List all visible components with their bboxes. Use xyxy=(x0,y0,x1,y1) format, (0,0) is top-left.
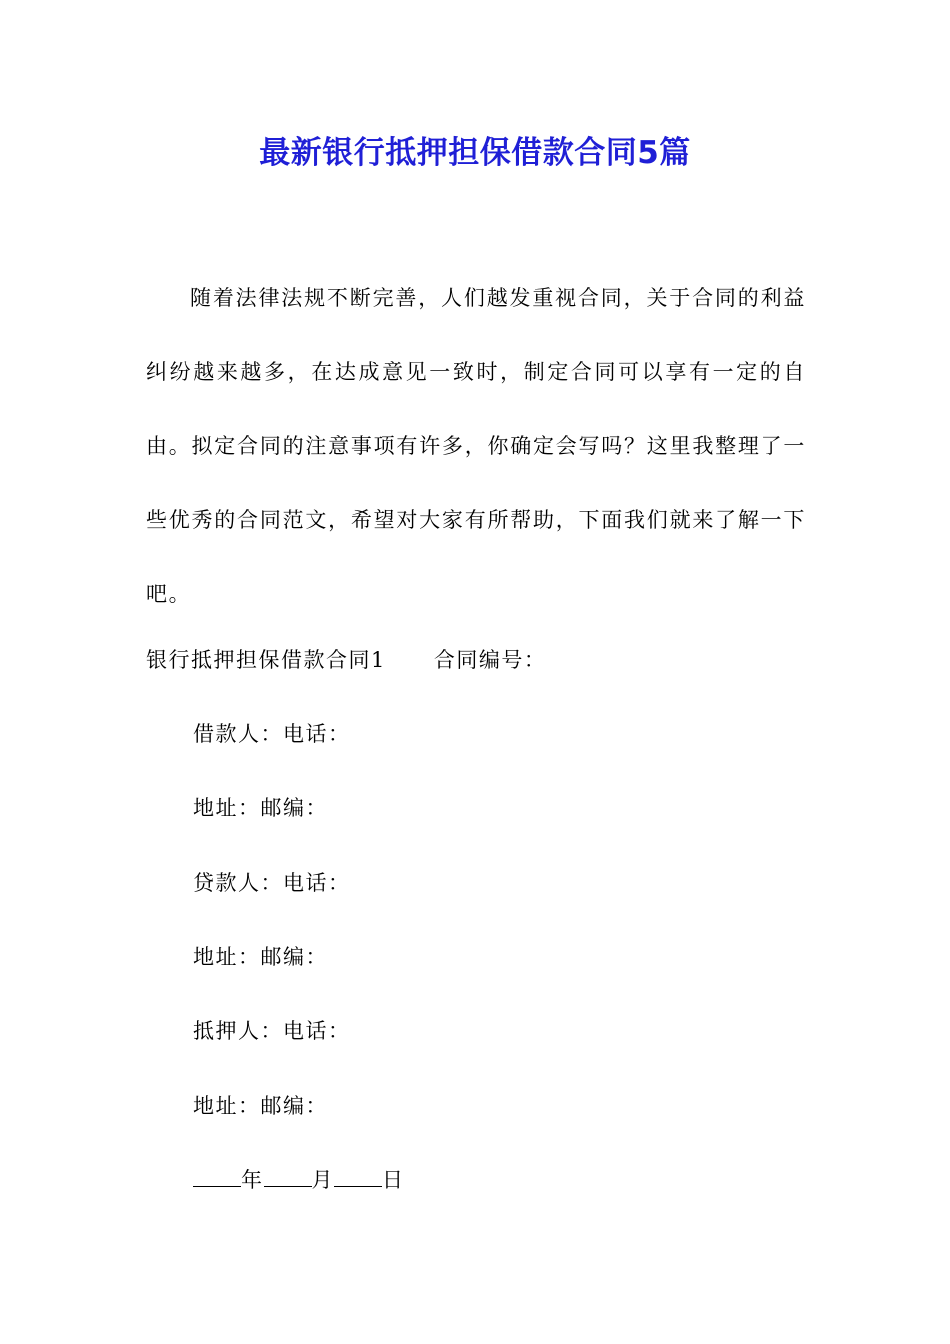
month-label: 月 xyxy=(311,1168,334,1192)
contract-heading: 银行抵押担保借款合同1 xyxy=(146,648,386,672)
contract-heading-line xyxy=(146,640,546,680)
contract-number-label: 合同编号： xyxy=(433,648,547,672)
day-label: 日 xyxy=(382,1168,405,1192)
day-blank xyxy=(334,1164,382,1187)
intro-paragraph: 随着法律法规不断完善，人们越发重视合同，关于合同的利益纠纷越来越多，在达成意见一致时，制定合同可以享有一定的自由。拟定合同的注意事项有许多，你确定会写吗？这里我整理了一些优秀的合同范文，希望对大家有所帮助，下面我们就来了解一下吧。 xyxy=(146,286,806,606)
document-title: 最新银行抵押担保借款合同5篇 xyxy=(259,135,691,171)
borrower-address-line: 地址：邮编： xyxy=(193,796,328,820)
borrower-line: 借款人：电话： xyxy=(193,722,351,746)
date-line xyxy=(193,1160,405,1200)
mortgagor-line: 抵押人：电话： xyxy=(193,1019,351,1043)
mortgagor-address-line: 地址：邮编： xyxy=(193,1094,328,1118)
lender-line: 贷款人：电话： xyxy=(193,871,351,895)
year-label: 年 xyxy=(241,1168,264,1192)
month-blank xyxy=(264,1164,312,1187)
lender-address-line: 地址：邮编： xyxy=(193,945,328,969)
year-blank xyxy=(193,1164,241,1187)
